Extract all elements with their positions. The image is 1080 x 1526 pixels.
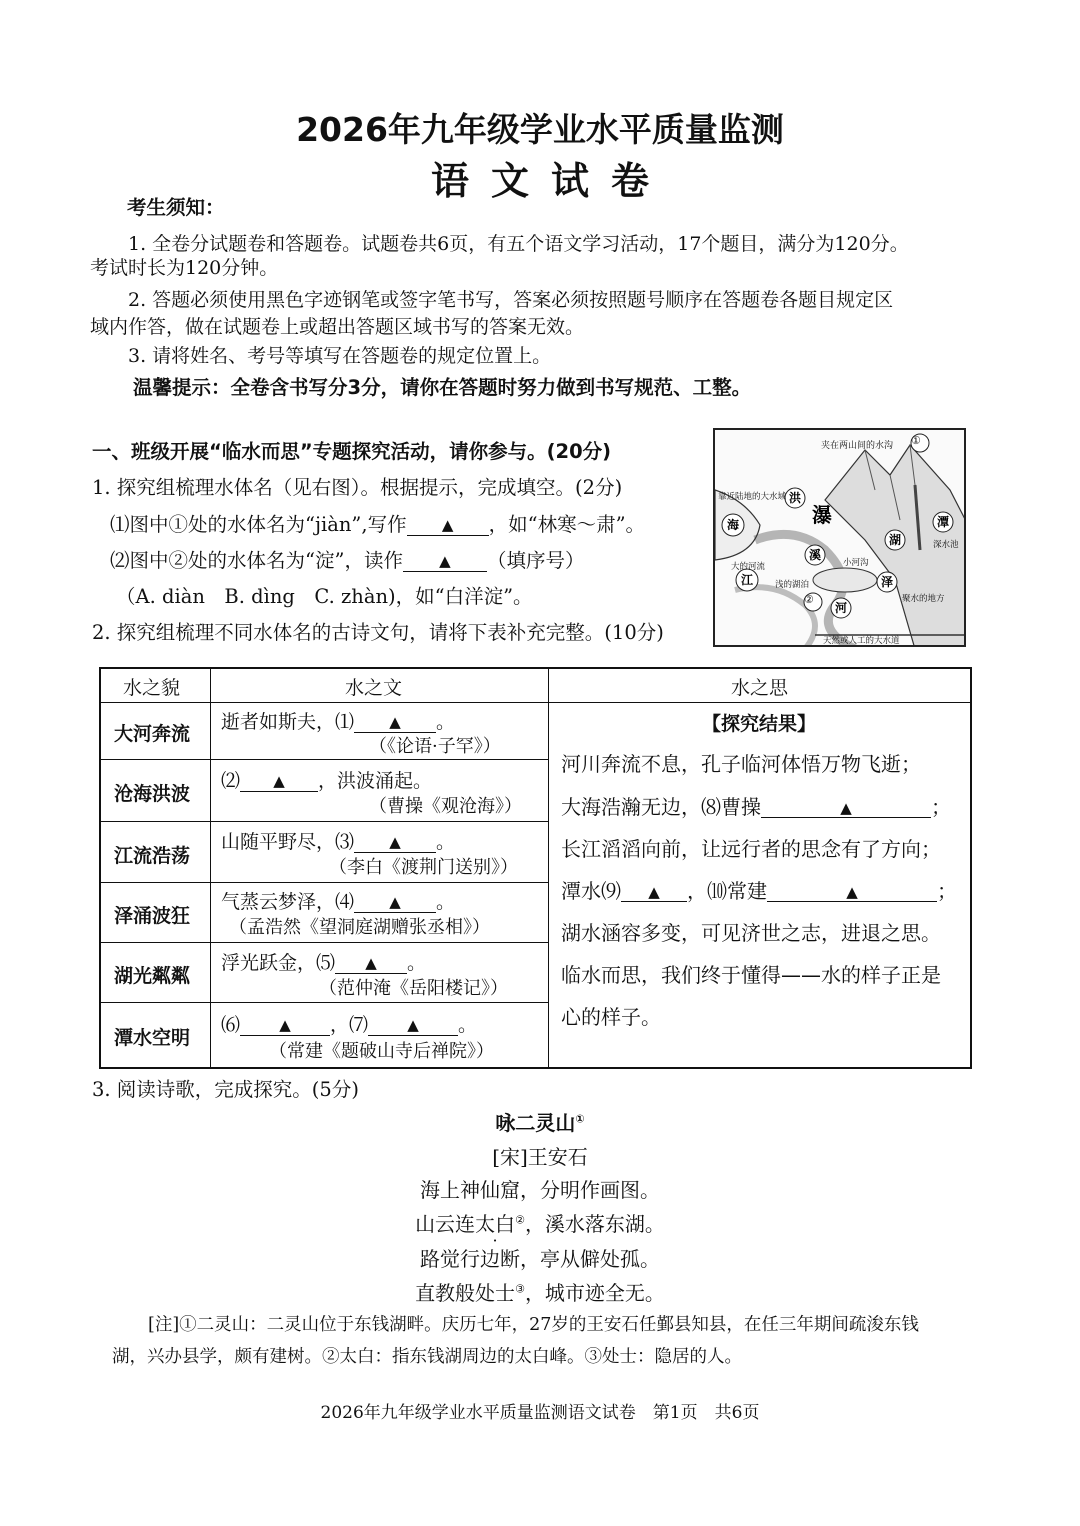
row-divider	[101, 759, 548, 760]
row-source: （《论语·子罕》）	[369, 736, 501, 757]
row-text-tail: 。	[458, 1014, 478, 1036]
row-text-tail: 。	[407, 952, 427, 974]
answer-blank[interactable]	[407, 515, 489, 536]
poem-title	[0, 1107, 1080, 1136]
map-label-deep: 深水池	[933, 540, 959, 550]
notice-tip: 温馨提示：全卷含书写分3分，请你在答题时努力做到书写规范、工整。	[133, 376, 752, 399]
header-thought: 水之思	[731, 677, 789, 699]
result-line-4-mid: ，⑽常建	[687, 879, 767, 903]
table-row-line	[221, 1010, 477, 1037]
row-source: （孟浩然《望洞庭湖赠张丞相》）	[229, 917, 490, 938]
answer-blank[interactable]	[761, 797, 931, 818]
poem-line-3: 路觉行边断，亭从僻处孤。	[420, 1247, 660, 1271]
question-3: 3. 阅读诗歌，完成探究。(5分)	[92, 1078, 359, 1101]
row-name: 江流浩荡	[114, 845, 191, 867]
poem-note-2: 湖，兴办县学，颇有建树。②太白：指东钱湖周边的太白峰。③处士：隐居的人。	[112, 1347, 742, 1367]
notice-heading: 考生须知：	[127, 196, 225, 219]
question-1-2-text: ⑵图中②处的水体名为“淀”，读作	[110, 549, 403, 572]
map-circle-1: ①	[911, 434, 921, 447]
lake	[813, 568, 877, 592]
row-name: 泽涌波狂	[114, 905, 191, 927]
answer-blank[interactable]	[354, 713, 436, 733]
result-title: 【探究结果】	[702, 713, 817, 735]
result-line-3: 长江滔滔向前，让远行者的思念有了方向；	[561, 837, 941, 861]
blank-triangle-icon: ▲	[365, 954, 377, 972]
row-text-tail: ，洪波涌起。	[318, 770, 433, 792]
row-source: （李白《渡荆门送别》）	[329, 857, 518, 878]
question-1: 1. 探究组梳理水体名（见右图）。根据提示，完成填空。(2分)	[92, 476, 623, 499]
poem-line-1: 海上神仙窟，分明作画图。	[420, 1178, 660, 1202]
header-appearance: 水之貌	[123, 677, 181, 699]
row-text-tail: 。	[436, 711, 456, 733]
blank-triangle-icon: ▲	[389, 833, 401, 851]
result-line-4-text: 潭水⑼	[561, 879, 621, 903]
map-label-shallow-lake: 浅的湖泊	[775, 580, 810, 590]
poem-note-1: [注]①二灵山：二灵山位于东钱湖畔。庆历七年，27岁的王安石任鄞县知县，在任三年期间疏浚东钱	[148, 1315, 919, 1335]
map-label-canal: 天然或人工的大水道	[823, 636, 900, 646]
notice-item-2: 2. 答题必须使用黑色字迹钢笔或签字笔书写，答案必须按照题号顺序在答题卷各题目规定区	[128, 289, 894, 311]
map-char-fall: 瀑	[812, 503, 832, 527]
answer-blank[interactable]	[335, 954, 407, 974]
map-char-river: 江	[740, 573, 754, 587]
table-row-line	[221, 766, 432, 793]
result-line-2-tail: ；	[931, 795, 951, 819]
answer-blank[interactable]	[621, 881, 687, 902]
result-line-6: 临水而思，我们终于懂得——水的样子正是	[561, 963, 941, 987]
table-row-line	[221, 887, 455, 914]
result-line-4	[561, 875, 957, 904]
row-source: （范仲淹《岳阳楼记》）	[319, 978, 508, 999]
poem-author: [宋]王安石	[492, 1145, 588, 1169]
question-1-1	[110, 509, 645, 537]
result-line-2-text: 大海浩瀚无边，⑻曹操	[561, 795, 761, 819]
answer-blank[interactable]	[368, 1016, 458, 1036]
table-row-line	[221, 707, 455, 734]
notice-item-1: 1. 全卷分试题卷和答题卷。试题卷共6页，有五个语文学习活动，17个题目，满分为120分。	[128, 233, 909, 255]
row-name: 潭水空明	[114, 1027, 191, 1049]
blank-triangle-icon: ▲	[840, 799, 852, 817]
row-text: 气蒸云梦泽，⑷	[221, 891, 355, 913]
poem-title-text: 咏二灵山	[495, 1111, 576, 1135]
poem-line-2-dotted: 太白	[475, 1212, 516, 1236]
blank-triangle-icon: ▲	[441, 516, 454, 534]
blank-triangle-icon: ▲	[389, 893, 401, 911]
result-line-1: 河川奔流不息，孔子临河体悟万物飞逝；	[561, 752, 921, 776]
map-char-flood: 洪	[788, 491, 802, 505]
result-line-4-tail: ；	[937, 879, 957, 903]
table-header-divider	[101, 702, 970, 703]
map-char-marsh: 泽	[880, 575, 894, 589]
blank-triangle-icon: ▲	[273, 772, 285, 790]
notice-item-1-cont: 考试时长为120分钟。	[90, 257, 279, 279]
row-text: ⑹	[221, 1014, 241, 1036]
question-1-2-tail: （填序号）	[486, 549, 585, 572]
map-drawing	[715, 430, 966, 647]
map-char-stream: 溪	[808, 548, 822, 562]
blank-triangle-icon: ▲	[439, 552, 451, 570]
map-char-he: 河	[834, 601, 848, 615]
poem-line-2-note: ②	[515, 1213, 525, 1227]
result-line-7: 心的样子。	[561, 1005, 661, 1029]
blank-triangle-icon: ▲	[648, 883, 660, 901]
row-text: ⑵	[221, 770, 241, 792]
row-text-tail: 。	[436, 891, 456, 913]
answer-blank[interactable]	[403, 551, 487, 572]
result-line-5: 湖水涵容多变，可见济世之志，进退之思。	[561, 921, 941, 945]
notice-item-3: 3. 请将姓名、考号等填写在答题卷的规定位置上。	[128, 345, 552, 367]
row-name: 沧海洪波	[114, 783, 191, 805]
notice-item-2-cont: 域内作答，做在试题卷上或超出答题区域书写的答案无效。	[90, 316, 585, 338]
map-label-big-river: 大的河流	[731, 562, 766, 572]
question-2: 2. 探究组梳理不同水体名的古诗文句，请将下表补充完整。(10分)	[92, 621, 664, 644]
question-1-1-text: ⑴图中①处的水体名为“jiàn”,写作	[110, 513, 407, 536]
row-source: （曹操《观沧海》）	[369, 796, 522, 817]
row-text-tail: 。	[436, 831, 456, 853]
answer-blank[interactable]	[240, 772, 318, 792]
row-divider	[101, 882, 548, 883]
blank-triangle-icon: ▲	[846, 883, 858, 901]
row-name: 大河奔流	[114, 723, 191, 745]
poem-line-4-note: ③	[515, 1282, 525, 1296]
answer-blank[interactable]	[354, 833, 436, 853]
row-text: 逝者如斯夫，⑴	[221, 711, 355, 733]
poem-line-4	[0, 1277, 1080, 1306]
answer-blank[interactable]	[240, 1016, 330, 1036]
table-divider	[210, 669, 211, 1067]
poem-line-2-a: 山云连	[415, 1212, 476, 1236]
section1-heading: 一、班级开展“临水而思”专题探究活动，请你参与。(20分)	[92, 440, 612, 463]
question-1-2	[110, 545, 584, 573]
row-text-mid: ，⑺	[330, 1014, 369, 1036]
row-source: （常建《题破山寺后禅院》）	[269, 1041, 494, 1062]
map-label-gather: 聚水的地方	[902, 594, 945, 604]
poem-title-note: ①	[575, 1112, 585, 1126]
poem-line-4-a: 直教般处士	[415, 1281, 516, 1305]
map-char-sea: 海	[726, 518, 740, 532]
row-name: 湖光粼粼	[114, 965, 191, 987]
water-body-map	[713, 428, 966, 647]
poem-line-2	[0, 1208, 1080, 1237]
exam-subject-title: 语文试卷	[430, 159, 671, 203]
blank-triangle-icon: ▲	[407, 1016, 419, 1034]
poem-line-4-b: ，城市迹全无。	[524, 1281, 665, 1305]
blank-triangle-icon: ▲	[279, 1016, 291, 1034]
answer-blank[interactable]	[767, 881, 937, 902]
blank-triangle-icon: ▲	[389, 713, 401, 731]
page-footer: 2026年九年级学业水平质量监测语文试卷 第1页 共6页	[320, 1403, 760, 1423]
map-char-lake: 湖	[888, 533, 902, 547]
map-label-creek: 小河沟	[843, 558, 869, 568]
map-circle-2: ②	[804, 593, 814, 606]
map-char-pool: 潭	[936, 515, 950, 529]
map-label-ravine: 夹在两山间的水沟	[821, 441, 894, 451]
table-row-line	[221, 827, 455, 854]
exam-title: 2026年九年级学业水平质量监测	[296, 110, 784, 149]
result-line-2	[561, 791, 951, 820]
row-divider	[101, 942, 548, 943]
question-1-1-tail: ，如“林寒～肃”。	[488, 513, 646, 536]
table-divider	[548, 669, 549, 1067]
header-text: 水之文	[345, 677, 403, 699]
water-table	[99, 667, 972, 1069]
row-text: 山随平野尽，⑶	[221, 831, 355, 853]
row-text: 浮光跃金，⑸	[221, 952, 336, 974]
question-1-2-options: （A. diàn B. dìng C. zhàn)，如“白洋淀”。	[116, 585, 533, 608]
map-label-sea: 靠近陆地的大水域	[718, 492, 787, 502]
poem-line-2-b: ，溪水落东湖。	[524, 1212, 665, 1236]
table-row-line	[221, 948, 426, 975]
answer-blank[interactable]	[354, 893, 436, 913]
row-divider	[101, 821, 548, 822]
row-divider	[101, 1002, 548, 1003]
